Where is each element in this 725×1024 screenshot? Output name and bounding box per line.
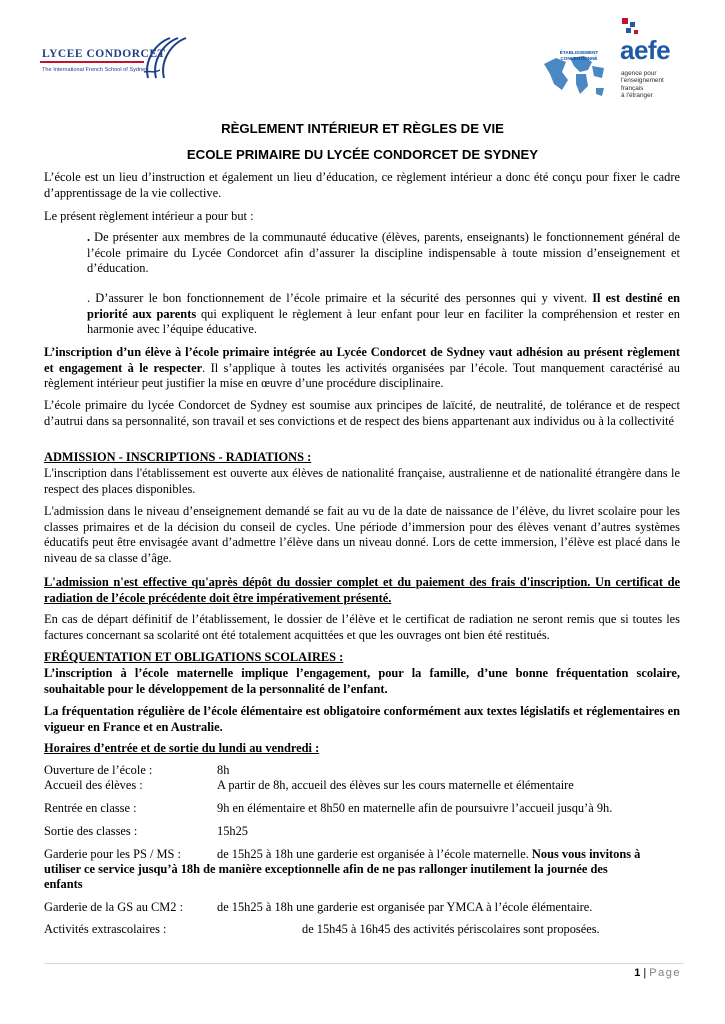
adhesion-rest: . Il s’applique à toutes les activités organisées par l’école. Tout manquement caractérisé au règlement intérieur peut justifier la mise en œuvre d’une procédure disciplinaire. [44, 360, 680, 391]
hours-value: 15h25 [217, 824, 248, 838]
page-separator: | [643, 967, 647, 979]
section-frequentation-heading: FRÉQUENTATION ET OBLIGATIONS SCOLAIRES : [44, 650, 344, 664]
hours-label: Sortie des classes : [44, 824, 138, 838]
garderie-ps-value: de 15h25 à 18h une garderie est organisée à l’école maternelle. [217, 847, 532, 861]
hours-value: 8h [217, 763, 230, 777]
page-footer [634, 966, 681, 982]
admission-p3: L'admission n'est effective qu'après dépôt du dossier complet et du paiement des frais d'inscription. Un certificat de radiation de l’école précédente doit être impérativement présenté. [44, 575, 680, 605]
section-admission-heading: ADMISSION - INSCRIPTIONS - RADIATIONS : [44, 450, 312, 464]
badge-line-2: CONVENTIONNÉ [560, 56, 598, 61]
bullet-assurer-text-bold: Il est destiné en priorité aux parents [87, 291, 681, 321]
aefe-logo [540, 14, 690, 109]
admission-p4: En cas de départ définitif de l’établissement, le dossier de l’élève et le certificat de radiation ne seront remis que si toutes les factures concernant sa scolarité ont été totalement acquittées et que les ouvrages ont bien été restitués. [44, 612, 680, 642]
document-subtitle: ECOLE PRIMAIRE DU LYCÉE CONDORCET DE SYDNEY [186, 147, 539, 162]
aefe-tagline [621, 70, 664, 100]
page-number: 1 [634, 967, 641, 979]
lycee-condorcet-logo [40, 28, 190, 90]
garderie-ps-label: Garderie pour les PS / MS : [44, 847, 181, 861]
bullet-assurer-text-a: . D’assurer le bon fonctionnement de l’école primaire et la sécurité des personnes qui y vivent. [87, 291, 593, 305]
bullet-presenter-text: De présenter aux membres de la communauté éducative (élèves, parents, enseignants) le fonctionnement général de l’école primaire du Lycée Condorcet afin d’assurer la discipline indispensable à toute mission d’enseignement et d’éducation. [87, 230, 680, 276]
admission-p2: L'admission dans le niveau d’enseignement demandé se fait au vu de la date de naissance de l’élève, du livret scolaire pour les classes primaires et de la décision du conseil de cycles. Une période d’immersion pour des élèves venant d’autres systèmes éducatifs peut être envisagée avant d’admettre l’élève dans un niveau donné. Lors de cette immersion, l’élève est placé dans le niveau de sa classe d’âge. [44, 504, 680, 565]
hours-value: 9h en élémentaire et 8h50 en maternelle afin de poursuivre l’accueil jusqu’à 9h. [217, 801, 613, 815]
aefe-tag-line-1: agence pour [621, 70, 657, 77]
page-label: Page [649, 967, 681, 979]
laicite-paragraph: L’école primaire du lycée Condorcet de Sydney est soumise aux principes de laïcité, de neutralité, de tolérance et de respect d’autrui dans sa personnalité, son travail et ses convictions et de respect des biens appartenant aux individus ou à la collectivité [44, 398, 680, 428]
hours-label: Ouverture de l’école : [44, 763, 153, 777]
footer-divider [44, 963, 684, 964]
garderie-gs-label: Garderie de la GS au CM2 : [44, 900, 184, 914]
activites-value: de 15h45 à 16h45 des activités périscolaires sont proposées. [302, 922, 600, 936]
lycee-condorcet-logo-title: LYCEE CONDORCET [42, 48, 166, 60]
badge-line-1: ÉTABLISSEMENT [559, 50, 599, 55]
aefe-tag-line-2: l'enseignement [621, 77, 664, 85]
garderie-ps-bold-3: enfants [44, 877, 83, 891]
admission-p1: L'inscription dans l'établissement est ouverte aux élèves de nationalité française, australienne et de nationalité étrangère dans le respect des places disponibles. [44, 466, 680, 496]
hours-heading: Horaires d’entrée et de sortie du lundi au vendredi : [44, 741, 320, 755]
garderie-ps-bold-2: utiliser ce service jusqu’à 18h de manière exceptionnelle afin de ne pas rallonger inutilement la journée des [44, 862, 608, 876]
intro-paragraph: L’école est un lieu d’instruction et également un lieu d’éducation, ce règlement intérieur a donc été conçu pour fixer le cadre d’apprentissage de la vie collective. [44, 170, 680, 200]
bullet-presenter [87, 230, 680, 277]
etablissement-conventionne-badge [556, 50, 602, 62]
hours-value: A partir de 8h, accueil des élèves sur les cours maternelle et élémentaire [217, 778, 574, 792]
garderie-ps-line1 [217, 847, 640, 863]
adhesion-bold: L’inscription d’un élève à l’école primaire intégrée au Lycée Condorcet de Sydney vaut adhésion au présent règlement et engagement à le respecter [44, 345, 680, 375]
aefe-tag-line-3: français [621, 84, 644, 92]
garderie-gs-value: de 15h25 à 18h une garderie est organisée par YMCA à l’école élémentaire. [217, 900, 593, 914]
aefe-tag-line-4: à l'étranger [621, 92, 653, 100]
purpose-paragraph: Le présent règlement intérieur a pour but : [44, 209, 254, 223]
condorcet-swirl-icon [140, 32, 192, 82]
garderie-ps-bold-1: Nous vous invitons à [531, 847, 641, 861]
adhesion-paragraph [44, 345, 680, 392]
hours-label: Rentrée en classe : [44, 801, 137, 815]
frequentation-p2: La fréquentation régulière de l’école élémentaire est obligatoire conformément aux textes législatifs et réglementaires en vigueur en France et en Australie. [44, 704, 680, 734]
hours-label: Accueil des élèves : [44, 778, 143, 792]
bullet-mark: . [87, 230, 91, 244]
frequentation-p1: L’inscription à l’école maternelle implique l’engagement, pour la famille, d’une bonne fréquentation scolaire, souhaitable pour le développement de la personnalité de l’enfant. [44, 666, 680, 696]
bullet-assurer-text-c: qui expliquent le règlement à leur enfant pour leur en faciliter la compréhension et rester en harmonie avec l’équipe éducative. [87, 306, 681, 337]
activites-label: Activités extrascolaires : [44, 922, 167, 936]
lycee-condorcet-logo-subtitle: The International French School of Sydney [42, 67, 149, 73]
bullet-assurer [87, 291, 680, 338]
document-title: RÈGLEMENT INTÉRIEUR ET RÈGLES DE VIE [221, 121, 504, 136]
aefe-wordmark: aefe [620, 35, 671, 65]
